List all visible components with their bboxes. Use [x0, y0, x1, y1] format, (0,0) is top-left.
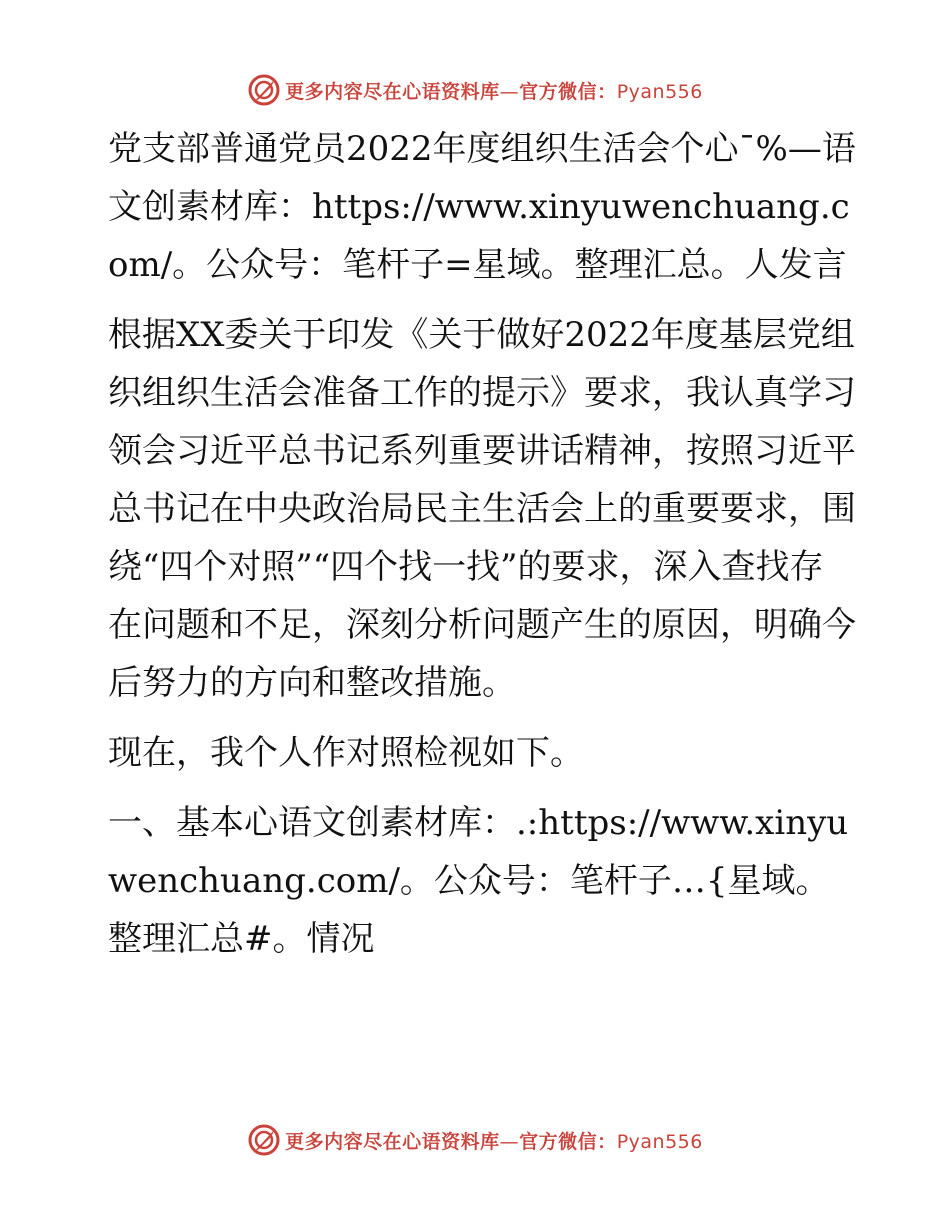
quill-pen-logo-icon — [247, 1123, 281, 1157]
banner-separator: — — [499, 1130, 520, 1153]
document-title-paragraph: 党支部普通党员2022年度组织生活会个心¯%—语文创素材库：https://www.xinyuwenchuang.com/。公众号：笔杆子=星域。整理汇总。人发言 — [108, 129, 856, 285]
banner-official-text: 官方微信： — [519, 80, 617, 103]
document-paragraph: 根据XX委关于印发《关于做好2022年度基层党组织组织生活会准备工作的提示》要求，我认真学习领会习近平总书记系列重要讲话精神，按照习近平总书记在中央政治局民主生活会上的重要要求，围绕“四个对照”“四个找一找”的要求，深入查找存在问题和不足，深刻分析问题产生的原因，明确今后努力的方向和整改措施。 — [108, 315, 856, 703]
banner-promo-text: 更多内容尽在心语资料库 — [285, 80, 500, 103]
document-section-heading: 一、基本心语文创素材库：.:https://www.xinyuwenchuang.com/。公众号：笔杆子…{星域。整理汇总#。情况 — [108, 803, 849, 959]
banner-handle: Pyan556 — [616, 1130, 703, 1153]
footer-banner — [0, 1120, 950, 1160]
banner-separator: — — [499, 80, 520, 103]
quill-pen-logo-icon — [247, 73, 281, 107]
banner-handle: Pyan556 — [616, 80, 703, 103]
document-body — [96, 120, 856, 968]
banner-official-text: 官方微信： — [519, 1130, 617, 1153]
header-banner — [0, 70, 950, 110]
document-paragraph: 现在，我个人作对照检视如下。 — [108, 733, 584, 773]
banner-promo-text: 更多内容尽在心语资料库 — [285, 1130, 500, 1153]
